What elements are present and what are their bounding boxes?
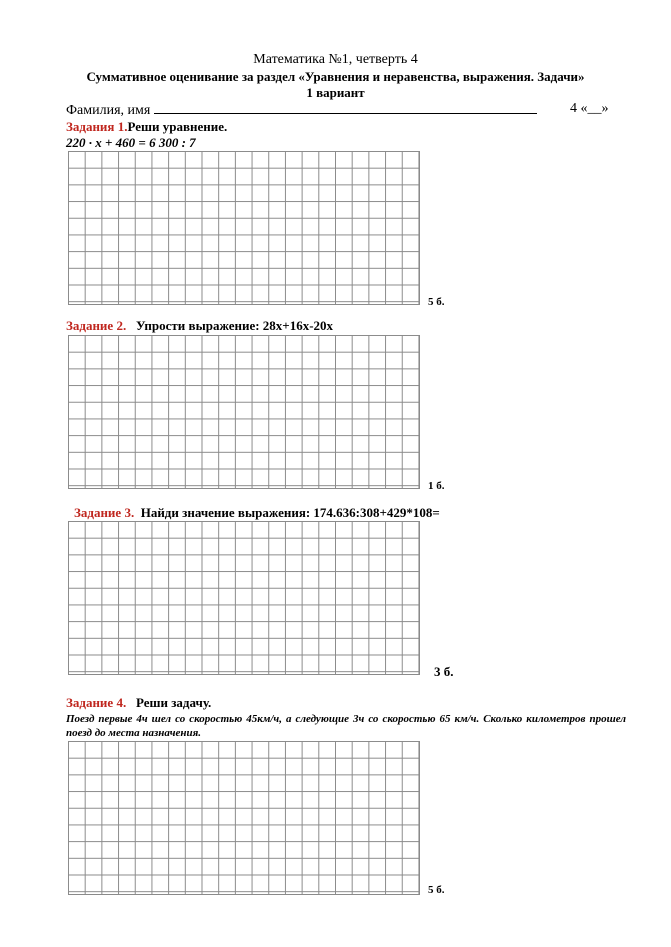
task-3-points: 3 б. bbox=[434, 664, 454, 679]
task-2-heading bbox=[66, 318, 333, 334]
task-4-answer-grid[interactable] bbox=[68, 741, 420, 895]
page-title: Математика №1, четверть 4 bbox=[253, 52, 418, 67]
name-label: Фамилия, имя bbox=[66, 103, 151, 118]
task-1-heading bbox=[66, 119, 227, 135]
task-1-equation: 220 · x + 460 = 6 300 : 7 bbox=[66, 135, 196, 150]
task-2-instruction: Упрости выражение: 28x+16x-20x bbox=[135, 318, 334, 333]
variant-label: 1 вариант bbox=[306, 85, 365, 100]
task-4-label: Задание 4. bbox=[66, 695, 127, 710]
task-4-problem-text: Поезд первые 4ч шел со скоростью 45км/ч, а следующие 3ч со скоростью 65 км/ч. Сколько километров прошел поезд до места назначения. bbox=[66, 713, 626, 739]
task-4-points: 5 б. bbox=[428, 884, 445, 896]
page-subtitle: Суммативное оценивание за раздел «Уравнения и неравенства, выражения. Задачи» bbox=[86, 69, 585, 84]
task-4-heading bbox=[66, 695, 211, 711]
name-field-line[interactable] bbox=[154, 101, 537, 114]
task-1-answer-grid[interactable] bbox=[68, 151, 420, 305]
task-3-answer-grid[interactable] bbox=[68, 521, 420, 675]
task-3-instruction: Найди значение выражения: 174.636:308+429*108= bbox=[140, 505, 440, 520]
task-3-label: Задание 3. bbox=[74, 505, 135, 520]
task-1-instruction: Реши уравнение. bbox=[127, 119, 228, 134]
task-1-label: Задания 1. bbox=[66, 119, 128, 134]
task-2-label: Задание 2. bbox=[66, 318, 127, 333]
task-1-points: 5 б. bbox=[428, 296, 445, 308]
quarter-mark: 4 «__» bbox=[570, 101, 609, 116]
task-4-instruction: Реши задачу. bbox=[135, 695, 212, 710]
task-2-points: 1 б. bbox=[428, 480, 445, 492]
task-2-answer-grid[interactable] bbox=[68, 335, 420, 489]
task-3-heading bbox=[74, 505, 440, 521]
name-row bbox=[66, 101, 626, 119]
